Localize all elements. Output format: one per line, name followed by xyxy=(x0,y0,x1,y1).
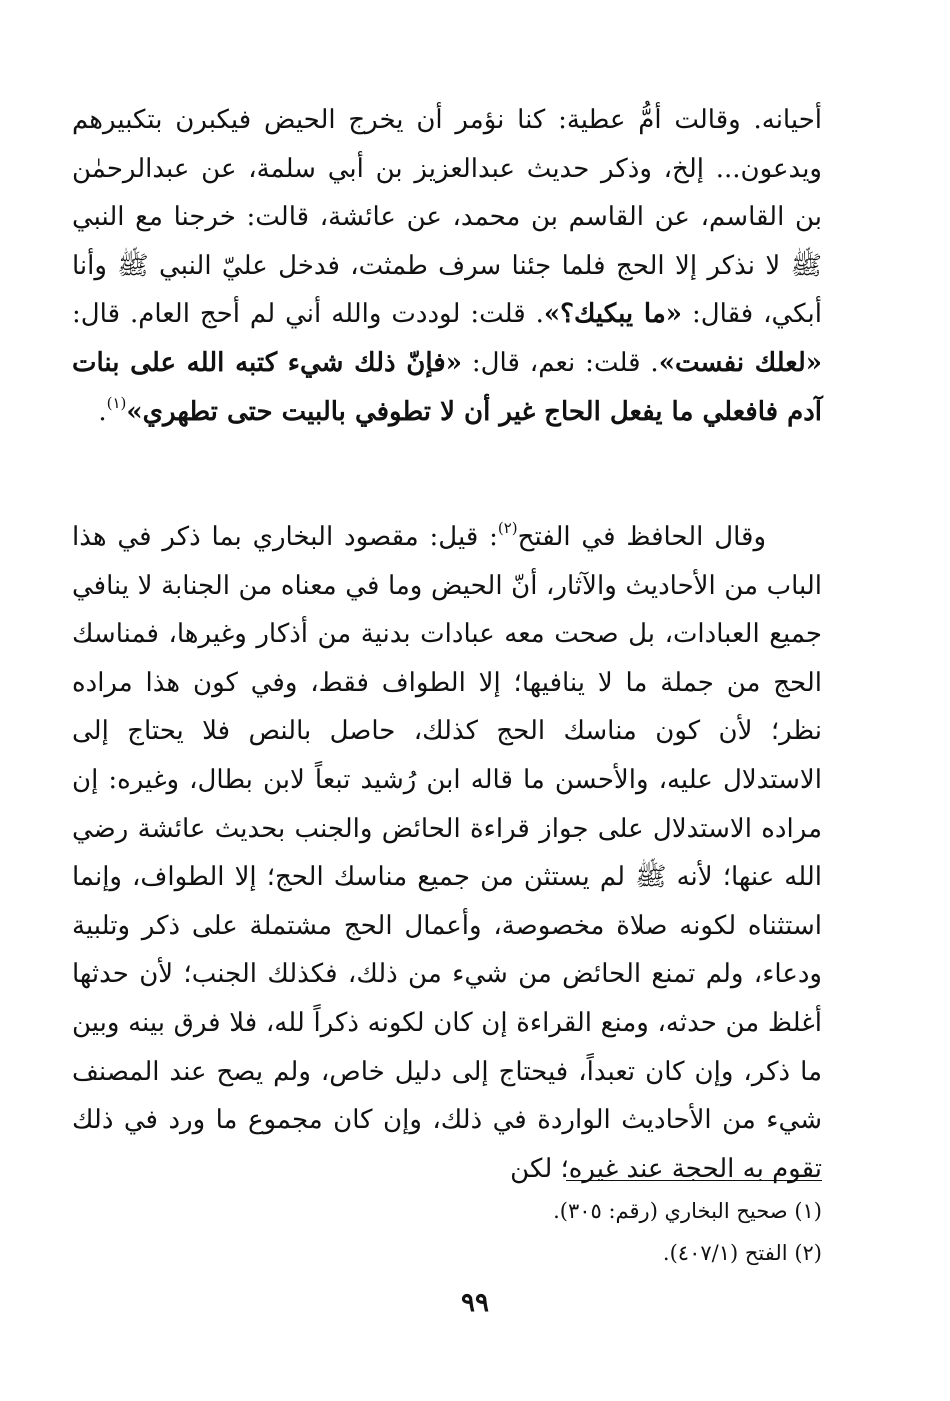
paragraph-2-lead: وقال الحافظ في الفتح xyxy=(517,522,766,552)
quote-what-makes-you-cry: «ما يبكيك؟» xyxy=(543,299,683,330)
footnote-separator xyxy=(566,1180,822,1181)
quote-perhaps-menstruated: «لعلك نفست» xyxy=(658,347,823,378)
footnote-ref-1: (١) xyxy=(106,393,127,412)
text-segment: أحيانه. وقالت أمُّ عطية: كنا نؤمر أن يخرج الحيض فيكبرن بتكبيرهم ويدعون... إلخ، وذكر حديث عبدالعزيز بن أبي سلمة، عن عبدالرحمٰن بن القاسم، عن القاسم بن محمد، عن عائشة، قالت: خرجنا مع النبي ﷺ لا نذكر إلا الحج فلما جئنا سرف طمثت، فدخل عليّ النبي ﷺ وأنا أبكي، فقال: xyxy=(72,105,822,330)
paragraph-2-text: : قيل: مقصود البخاري بما ذكر في هذا الباب من الأحاديث والآثار، أنّ الحيض وما في معناه من الجنابة لا ينافي جميع العبادات، بل صحت معه عبادات بدنية من أذكار وغيرها، فمناسك الحج من جملة ما لا ينافيها؛ إلا الطواف فقط، وفي كون هذا مراده نظر؛ لأن كون مناسك الحج كذلك، حاصل بالنص فلا يحتاج إلى الاستدلال عليه، والأحسن ما قاله ابن رُشيد تبعاً لابن بطال، وغيره: إن مراده الاستدلال على جواز قراءة الحائض والجنب بحديث عائشة رضي الله عنها؛ لأنه ﷺ لم يستثن من جميع مناسك الحج؛ إلا الطواف، وإنما استثناه لكونه صلاة مخصوصة، وأعمال الحج مشتملة على ذكر وتلبية ودعاء، ولم تمنع الحائض من شيء من ذلك، فكذلك الجنب؛ لأن حدثها أغلظ من حدثه، ومنع القراءة إن كان لكونه ذكراً لله، فلا فرق بينه وبين ما ذكر، وإن كان تعبداً، فيحتاج إلى دليل خاص، ولم يصح عند المصنف شيء من الأحاديث الواردة في ذلك، وإن كان مجموع ما ورد في ذلك تقوم به الحجة عند غيره؛ لكن xyxy=(72,522,822,1184)
footnote-text: الفتح (٤٠٧/١). xyxy=(662,1241,788,1265)
page-number: ٩٩ xyxy=(461,1288,489,1318)
paragraph-1 xyxy=(72,96,822,485)
text-segment: . قلت: نعم، قال: xyxy=(461,347,659,378)
quote-hadith-ruling: «فإنّ ذلك شيء كتبه الله على بنات آدم فافعلي ما يفعل الحاج غير أن لا تطوفي بالبيت حتى تطهري» xyxy=(72,347,822,427)
footnote-2 xyxy=(222,1232,822,1274)
footnote-marker: (١) xyxy=(794,1199,822,1223)
footnote-ref-2: (٢) xyxy=(497,519,518,537)
footnote-text: صحيح البخاري (رقم: ٣٠٥). xyxy=(553,1199,788,1223)
text-segment: . قلت: لوددت والله أني لم أحج العام. قال: xyxy=(72,299,544,330)
text-segment: . xyxy=(98,396,107,427)
footnote-marker: (٢) xyxy=(794,1241,822,1265)
footnotes xyxy=(222,1190,822,1274)
footnote-1 xyxy=(222,1190,822,1232)
paragraph-2 xyxy=(72,513,822,1193)
